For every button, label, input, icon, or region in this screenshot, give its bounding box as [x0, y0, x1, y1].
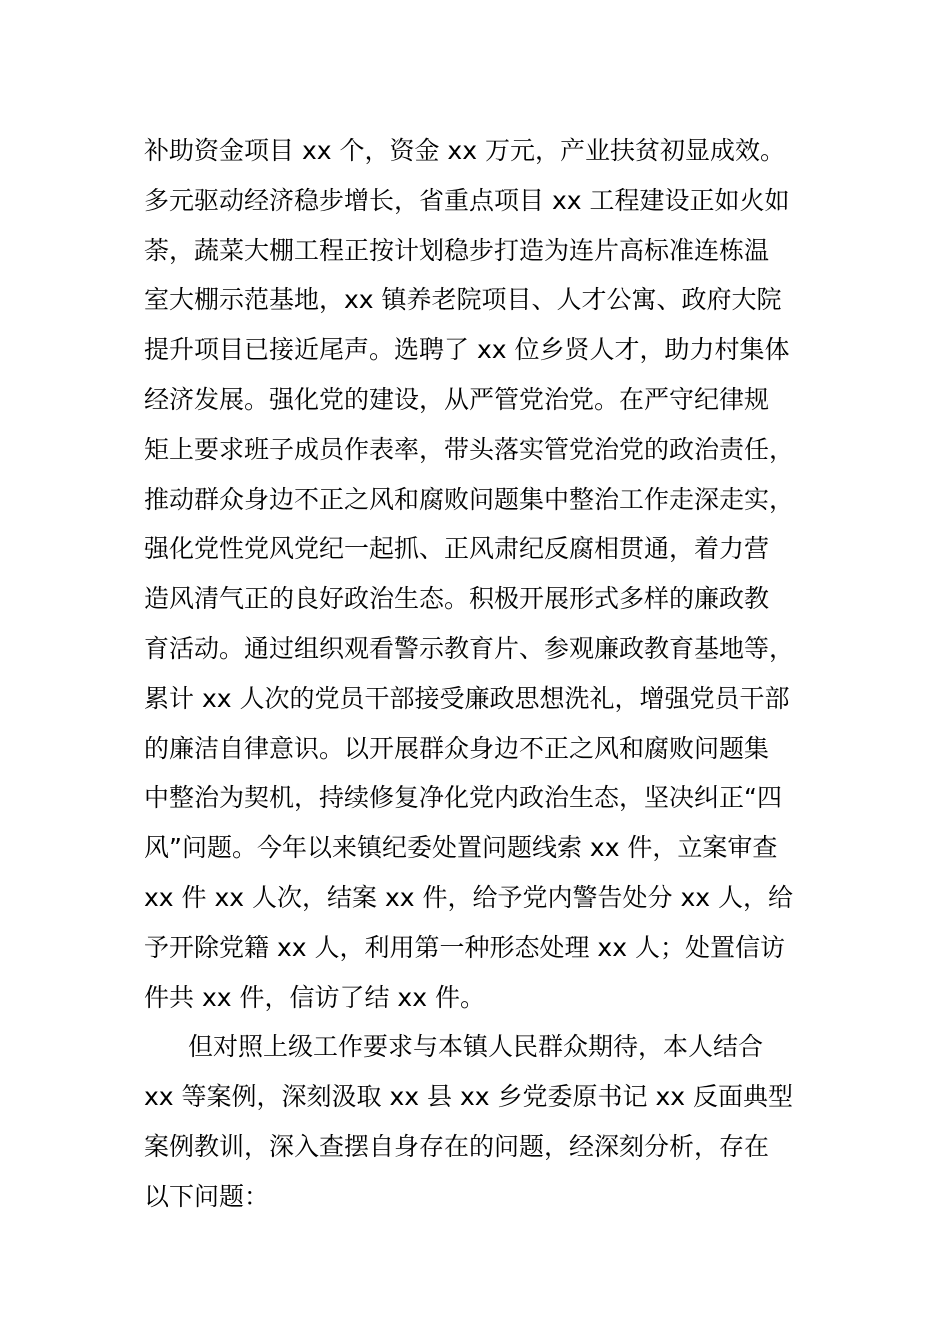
paragraph-line: 强化党性党风党纪一起抓、正风肃纪反腐相贯通，着力营 [144, 534, 770, 564]
paragraph-line: 推动群众身边不正之风和腐败问题集中整治工作走深走实， [144, 484, 795, 514]
paragraph-line: 累计 xx 人次的党员干部接受廉政思想洗礼，增强党员干部 [144, 683, 790, 713]
paragraph-line: 经济发展。强化党的建设，从严管党治党。在严守纪律规 [144, 384, 770, 414]
paragraph-line: 补助资金项目 xx 个，资金 xx 万元，产业扶贫初显成效。 [144, 136, 785, 165]
paragraph-line: xx 件 xx 人次，结案 xx 件，给予党内警告处分 xx 人，给 [144, 882, 793, 912]
paragraph-line: 多元驱动经济稳步增长，省重点项目 xx 工程建设正如火如 [144, 185, 790, 215]
paragraph-line: 矩上要求班子成员作表率，带头落实管党治党的政治责任， [144, 434, 795, 464]
paragraph-line: 造风清气正的良好政治生态。积极开展形式多样的廉政教 [144, 584, 770, 614]
paragraph-line: 案例教训，深入查摆自身存在的问题，经深刻分析，存在 [144, 1131, 770, 1161]
paragraph-line: 中整治为契机，持续修复净化党内政治生态，坚决纠正“四 [144, 783, 782, 813]
document-body [144, 126, 814, 1222]
paragraph-line: 荼，蔬菜大棚工程正按计划稳步打造为连片高标准连栋温 [144, 235, 770, 265]
paragraph-line: 风”问题。今年以来镇纪委处置问题线索 xx 件，立案审查 [144, 833, 778, 863]
paragraph-line: 的廉洁自律意识。以开展群众身边不正之风和腐败问题集 [144, 733, 770, 763]
paragraph-line: 予开除党籍 xx 人，利用第一种形态处理 xx 人；处置信访 [144, 932, 785, 962]
paragraph-line: 育活动。通过组织观看警示教育片、参观廉政教育基地等， [144, 633, 795, 663]
paragraph-line: 以下问题： [144, 1181, 270, 1211]
paragraph-line: 件共 xx 件，信访了结 xx 件。 [144, 982, 485, 1012]
paragraph-first-line: 但对照上级工作要求与本镇人民群众期待，本人结合 [188, 1032, 764, 1062]
paragraph-line: 室大棚示范基地，xx 镇养老院项目、人才公寓、政府大院 [144, 285, 782, 315]
paragraph-1 [144, 126, 814, 1022]
paragraph-line: 提升项目已接近尾声。选聘了 xx 位乡贤人才，助力村集体 [144, 335, 790, 365]
paragraph-line: xx 等案例，深刻汲取 xx 县 xx 乡党委原书记 xx 反面典型 [144, 1082, 793, 1112]
paragraph-2 [144, 1022, 814, 1221]
